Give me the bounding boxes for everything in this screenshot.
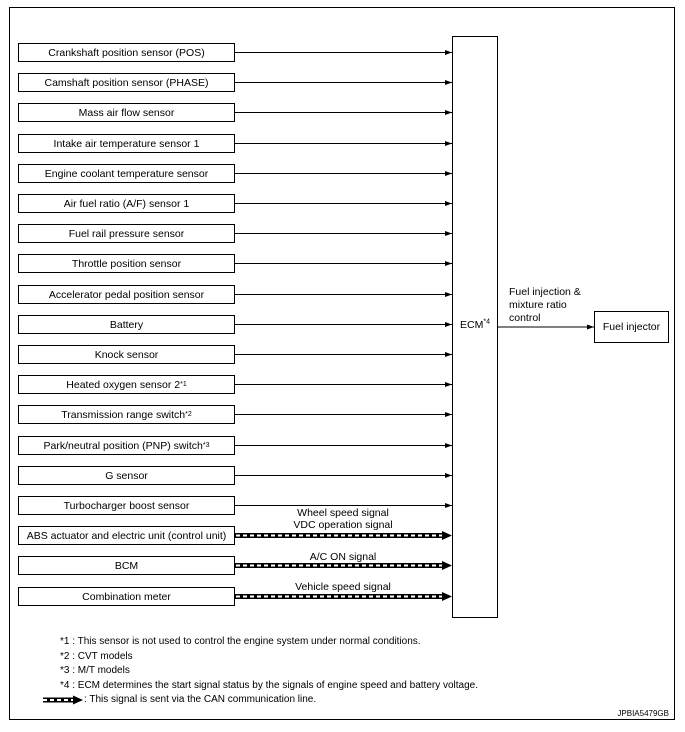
input-8-label: Throttle position sensor [71,257,182,270]
input-14-box: Park/neutral position (PNP) switch *3 [18,436,235,455]
input-10-label: Battery [109,318,144,331]
can-legend: : This signal is sent via the CAN communication line. [42,693,478,708]
input-17-label: ABS actuator and electric unit (control unit) [26,529,227,542]
ac-on-signal-label: A/C ON signal [309,551,377,563]
input-13-box: Transmission range switch *2 [18,405,235,424]
figure-code: JPBIA5479GB [617,709,669,718]
input-5-label: Engine coolant temperature sensor [44,167,209,180]
input-7-label: Fuel rail pressure sensor [68,227,185,240]
input-12-label: Heated oxygen sensor 2 [66,378,181,391]
input-19-label: Combination meter [82,590,171,603]
input-16-label: Turbocharger boost sensor [63,499,190,512]
input-6-label: Air fuel ratio (A/F) sensor 1 [63,197,190,210]
can-arrowhead-17 [442,531,452,540]
footnote-2: *2 : CVT models [60,650,133,662]
footnotes [60,635,478,708]
input-15-box [18,466,235,485]
input-17-box [18,526,235,545]
input-1-box [18,43,235,62]
input-13-label: Transmission range switch [61,408,186,421]
input-2-box [18,73,235,92]
vehicle-speed-signal-label: Vehicle speed signal [295,581,391,593]
input-3-label: Mass air flow sensor [78,106,175,119]
input-11-label: Knock sensor [94,348,159,361]
input-10-box [18,315,235,334]
footnote-4: *4 : ECM determines the start signal status by the signals of engine speed and battery voltage. [60,679,479,691]
input-4-box [18,134,235,153]
input-8-box [18,254,235,273]
input-2-label: Camshaft position sensor (PHASE) [44,76,209,89]
input-18-box [18,556,235,575]
fuel-injection-control-label: Fuel injection & mixture ratio control [509,286,581,324]
wheel-speed-signal-label: Wheel speed signal VDC operation signal [293,507,393,531]
input-7-box [18,224,235,243]
input-15-label: G sensor [105,469,148,482]
can-arrowhead-19 [442,592,452,601]
input-9-box [18,285,235,304]
can-arrowhead-18 [442,561,452,570]
input-3-box [18,103,235,122]
footnote-1: *1 : This sensor is not used to control the engine system under normal conditions. [60,636,421,647]
input-14-label: Park/neutral position (PNP) switch [43,439,203,452]
footnote-3: *3 : M/T models [60,665,130,676]
fuel-injector-box: Fuel injector [594,311,669,343]
input-5-box [18,164,235,183]
input-1-label: Crankshaft position sensor (POS) [48,46,205,59]
input-16-box [18,496,235,515]
input-11-box [18,345,235,364]
input-18-label: BCM [114,559,139,572]
input-4-label: Intake air temperature sensor 1 [53,137,200,150]
input-19-box [18,587,235,606]
input-9-label: Accelerator pedal position sensor [48,288,205,301]
ecm-label: ECM$^{*4}$ [460,318,490,331]
input-6-box [18,194,235,213]
can-line-legend-icon [42,695,84,705]
input-12-box: Heated oxygen sensor 2 *1 [18,375,235,394]
